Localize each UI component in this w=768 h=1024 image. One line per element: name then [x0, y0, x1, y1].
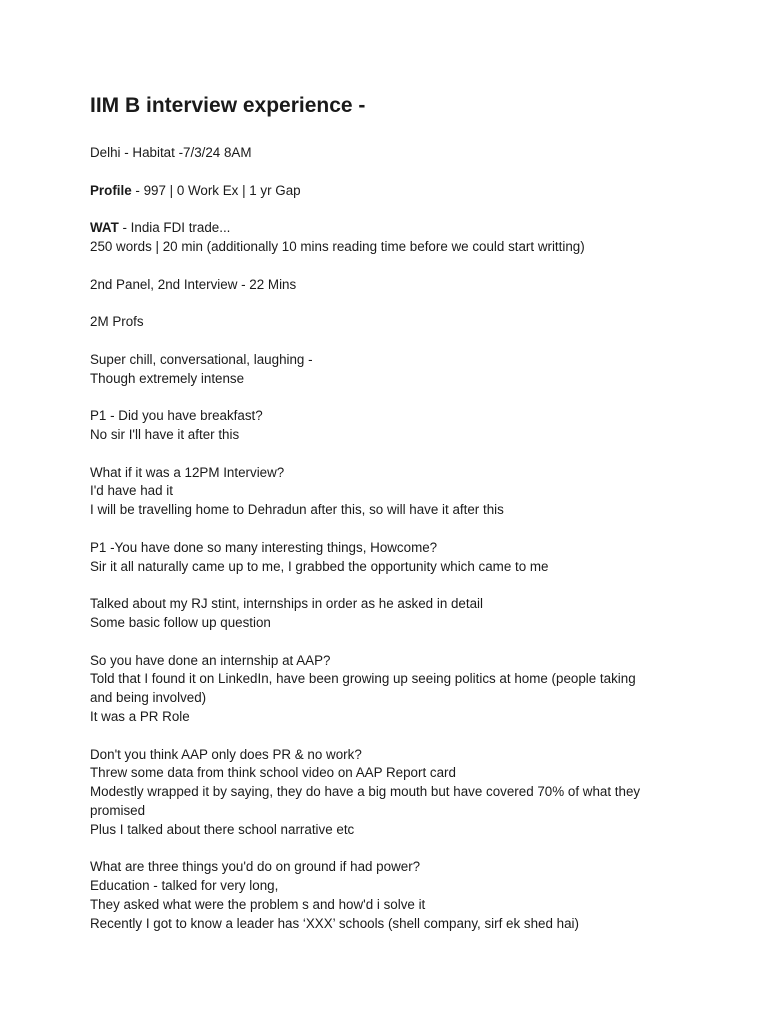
- text-line: Super chill, conversational, laughing -: [90, 351, 313, 367]
- text-line: Plus I talked about there school narrative etc: [90, 821, 355, 837]
- text-line: Some basic follow up question: [90, 614, 271, 630]
- paragraph-12pm: [90, 464, 690, 520]
- text-line: What are three things you'd do on ground if had power?: [90, 859, 421, 875]
- text-line: Delhi - Habitat -7/3/24 8AM: [90, 145, 252, 160]
- text-line: It was a PR Role: [90, 708, 190, 724]
- paragraph-breakfast: [90, 407, 690, 445]
- text-line: [90, 182, 690, 201]
- text-line: I'd have had it: [90, 483, 173, 499]
- document-page: [90, 92, 690, 952]
- paragraph-aap-pr: [90, 746, 690, 840]
- text-line: P1 - Did you have breakfast?: [90, 408, 263, 424]
- text-line: So you have done an internship at AAP?: [90, 652, 331, 668]
- text-line: Education - talked for very long,: [90, 878, 279, 894]
- text-line: P1 -You have done so many interesting things, Howcome?: [90, 539, 438, 555]
- paragraph-tone: [90, 351, 690, 389]
- text-line: They asked what were the problem s and how'd i solve it: [90, 896, 426, 912]
- text-line: and being involved): [90, 690, 207, 706]
- paragraph-rj-stint: [90, 595, 690, 633]
- paragraph-aap-internship: [90, 652, 690, 727]
- text-line: 2nd Panel, 2nd Interview - 22 Mins: [90, 276, 297, 292]
- text-line: Modestly wrapped it by saying, they do have a big mouth but have covered 70% of what they: [90, 784, 641, 800]
- text-line: promised: [90, 802, 146, 818]
- text-line: Though extremely intense: [90, 370, 245, 386]
- paragraph-three-things: [90, 858, 690, 933]
- paragraph-location: [90, 144, 690, 163]
- paragraph-panel: [90, 276, 690, 295]
- text-line: Told that I found it on LinkedIn, have been growing up seeing politics at home (people taking: [90, 671, 636, 687]
- text-line: 2M Profs: [90, 314, 144, 330]
- document-title: IIM B interview experience -: [90, 94, 366, 117]
- text-segment: - 997 | 0 Work Ex | 1 yr Gap: [131, 182, 301, 198]
- text-line: 250 words | 20 min (additionally 10 mins reading time before we could start writting): [90, 238, 585, 254]
- text-line: I will be travelling home to Dehradun after this, so will have it after this: [90, 502, 504, 518]
- text-line: Don't you think AAP only does PR & no work?: [90, 746, 362, 762]
- paragraph-interesting-things: [90, 539, 690, 577]
- paragraph-profile: [90, 182, 690, 201]
- text-line: No sir I'll have it after this: [90, 426, 240, 442]
- text-segment: - India FDI trade...: [118, 220, 231, 236]
- text-line: Recently I got to know a leader has ‘XXX’ schools (shell company, sirf ek shed hai): [90, 915, 579, 931]
- text-line: Sir it all naturally came up to me, I grabbed the opportunity which came to me: [90, 558, 549, 574]
- text-line: Threw some data from think school video on AAP Report card: [90, 765, 456, 781]
- label-wat: WAT: [90, 220, 119, 236]
- text-line: What if it was a 12PM Interview?: [90, 464, 285, 480]
- paragraph-wat: [90, 219, 690, 257]
- paragraph-profs: [90, 313, 690, 332]
- text-line: [90, 219, 690, 238]
- text-line: Talked about my RJ stint, internships in order as he asked in detail: [90, 596, 483, 612]
- label-profile: Profile: [90, 182, 132, 198]
